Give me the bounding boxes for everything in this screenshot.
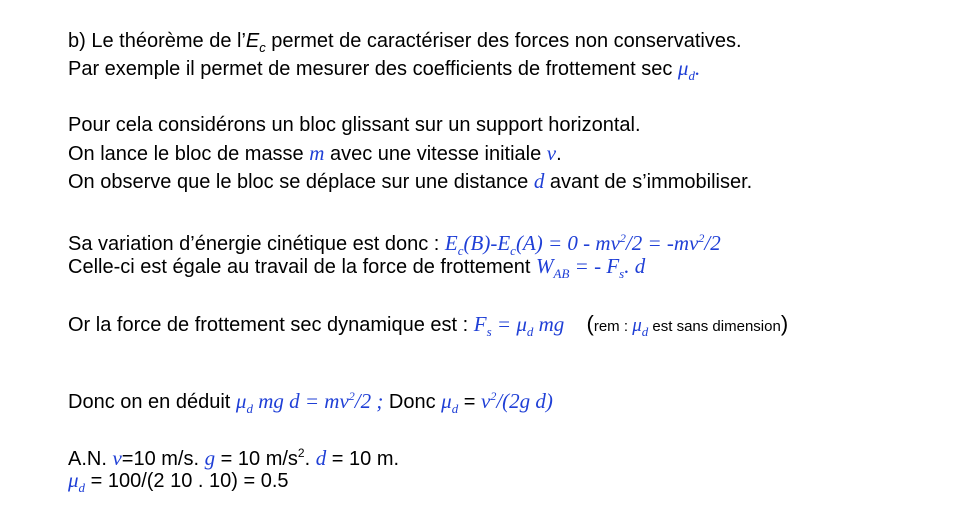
line4-period: .: [556, 143, 562, 165]
line6-c1: c: [457, 243, 464, 258]
line10-dval: = 10 m.: [326, 448, 400, 470]
text-line-3: Pour cela considérons un bloc glissant sur un support horizontal.: [68, 114, 641, 136]
line6-sq2: 2: [698, 231, 705, 245]
line9-sq: 2: [348, 389, 355, 403]
line8-mu: μ: [516, 312, 527, 336]
rem-close-paren: ): [780, 311, 789, 336]
work-expression: [536, 254, 646, 281]
text-line-7: [68, 253, 645, 287]
line7-W: W: [536, 254, 554, 278]
line9-mu2-sub: d: [451, 401, 459, 416]
line6-text: Sa variation d’énergie cinétique est donc :: [68, 233, 445, 255]
kinetic-energy-expression: [444, 231, 721, 258]
line4-symbol-m: m: [309, 141, 325, 165]
line10-d: d: [315, 446, 327, 470]
line9-expr3: v: [481, 389, 491, 413]
line9-text-a: Donc on en déduit: [68, 391, 236, 413]
line10-gend: .: [304, 448, 316, 470]
line8-eq: =: [491, 312, 517, 336]
line6-p1: (B)-: [463, 231, 498, 255]
line7-text: Celle-ci est égale au travail de la force de frottement: [68, 256, 537, 278]
line6-c2: c: [510, 243, 516, 258]
line4-text-a: On lance le bloc de masse: [68, 143, 310, 165]
text-line-5: [68, 168, 752, 195]
line6-p3: /2 = -mv: [625, 231, 699, 255]
line5-text-b: avant de s’immobiliser.: [544, 171, 753, 193]
friction-force-expression: [473, 312, 565, 339]
line7-b: = - F: [569, 254, 620, 278]
line4-symbol-v: v: [546, 141, 557, 165]
line6-p2: (A) = 0 - mv: [515, 231, 620, 255]
line10-gval: = 10 m/s: [215, 448, 298, 470]
line11-mu: μ: [68, 468, 79, 492]
line11-result: = 100/(2 10 . 10) = 0.5: [85, 470, 289, 492]
line9-mu-sub: d: [246, 401, 253, 416]
rem-label: rem :: [593, 318, 633, 335]
line5-symbol-d: d: [533, 169, 545, 193]
line7-s: s: [619, 266, 625, 281]
line9-expr4: /(2g d): [496, 389, 553, 413]
line9-mu: μ: [235, 389, 247, 413]
line7-c: . d: [624, 254, 646, 278]
numerical-application-label: A.N.: [68, 448, 113, 470]
rem-open-paren: (: [586, 311, 594, 336]
line9-text-b: Donc: [383, 391, 442, 413]
text-line-4: [68, 140, 562, 167]
line9-mu2: μ: [441, 389, 452, 413]
line8-F: F: [473, 312, 487, 336]
line10-vval: =10 m/s.: [121, 448, 205, 470]
line10-sq: 2: [297, 446, 305, 460]
deduction-expression: [235, 389, 384, 416]
line6-E1: E: [444, 231, 458, 255]
line9-sq2: 2: [490, 389, 497, 403]
line8-mg: mg: [533, 312, 565, 336]
line7-AB: AB: [553, 266, 570, 281]
line2-mu-symbol: μ: [677, 56, 689, 80]
text-line-11: [68, 467, 289, 501]
line5-text-a: On observe que le bloc se déplace sur une distance: [68, 171, 534, 193]
line8-d: d: [526, 324, 534, 339]
line2-mu-subscript: d: [688, 68, 695, 83]
line8-s: s: [486, 324, 492, 339]
rem-text: est sans dimension: [648, 318, 781, 335]
text-line-8: [68, 311, 788, 345]
line9-expr2: /2 ;: [354, 389, 384, 413]
line4-text-b: avec une vitesse initiale: [324, 143, 547, 165]
line1-symbol-E: E: [245, 30, 260, 52]
line2-period: .: [694, 56, 701, 80]
line10-g: g: [204, 446, 216, 470]
line1-subscript-c: c: [259, 40, 266, 55]
line2-text: Par exemple il permet de mesurer des coefficients de frottement sec: [68, 58, 678, 80]
line6-E2: E: [497, 231, 511, 255]
line8-text: Or la force de frottement sec dynamique est :: [68, 314, 474, 336]
mu-result-expression: [481, 389, 553, 413]
line10-v: v: [112, 446, 122, 470]
line6-sq1: 2: [619, 231, 626, 245]
rem-mu: μ: [632, 315, 642, 336]
line1-text-a: b) Le théorème de l’: [68, 30, 246, 52]
rem-mu-subscript: d: [641, 324, 649, 339]
line9-expr: mg d = mv: [252, 389, 349, 413]
text-line-2: [68, 55, 700, 89]
line6-p4: /2: [704, 231, 721, 255]
text-line-9: [68, 383, 553, 422]
line1-text-b: permet de caractériser des forces non conservatives.: [265, 30, 742, 52]
line11-mu-sub: d: [78, 480, 86, 495]
line9-eq: =: [458, 391, 482, 413]
